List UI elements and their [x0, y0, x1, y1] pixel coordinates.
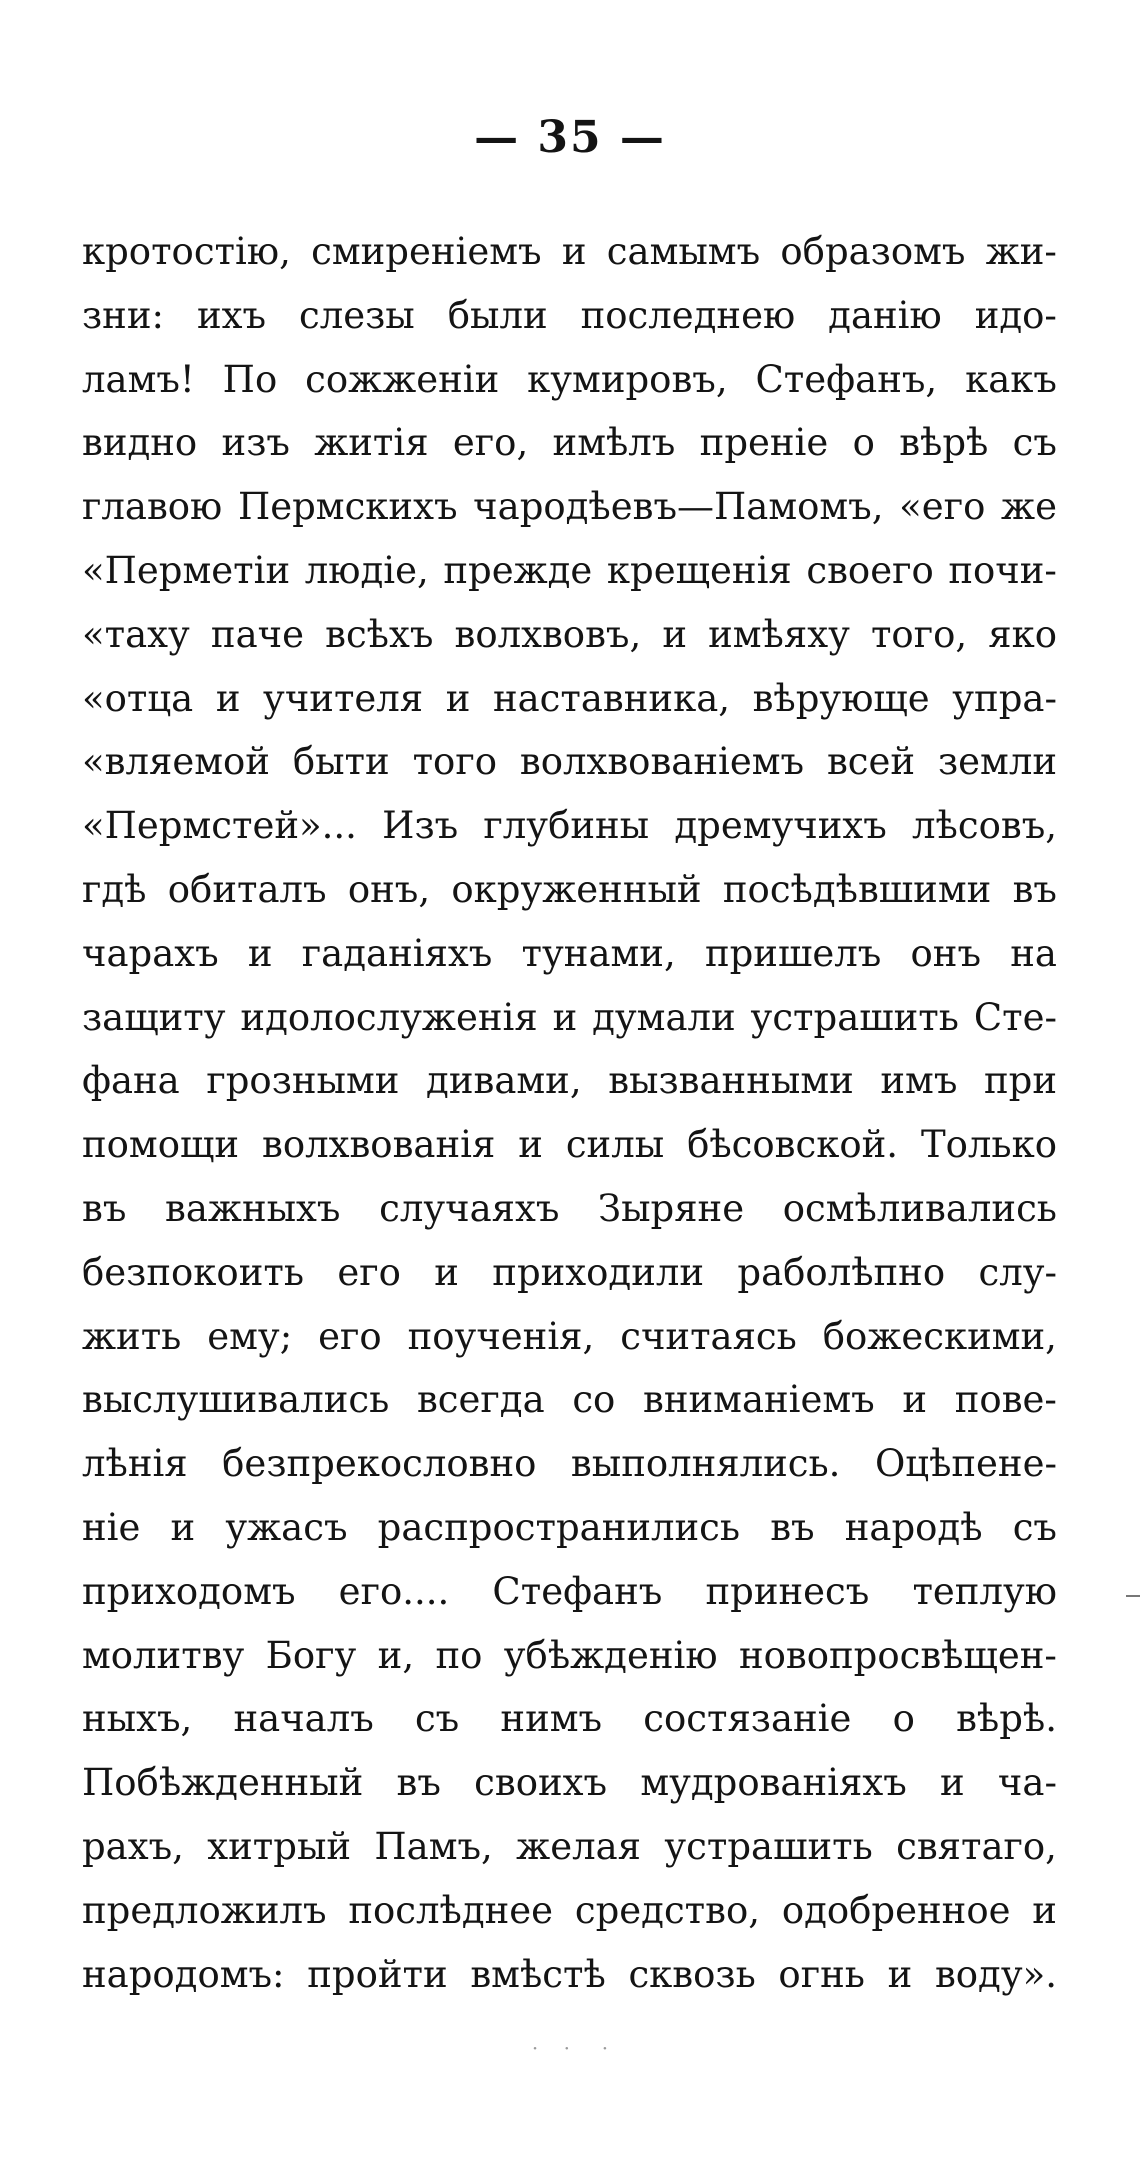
- word: желая: [516, 1824, 642, 1868]
- word: состязаніе: [643, 1697, 852, 1741]
- text-line: [82, 1432, 1057, 1496]
- word: новопросвѣщен-: [738, 1633, 1057, 1677]
- word: и: [887, 1952, 913, 1996]
- text-line: [82, 284, 1057, 348]
- word: ча-: [997, 1761, 1057, 1805]
- word: почи-: [948, 548, 1057, 592]
- word: пове-: [954, 1378, 1057, 1422]
- word: молитву: [82, 1633, 245, 1677]
- word: поученія,: [407, 1314, 595, 1358]
- word: данію: [828, 293, 942, 337]
- word: предложилъ: [82, 1888, 327, 1932]
- word: воду».: [934, 1952, 1057, 1996]
- word: Памъ,: [374, 1824, 493, 1868]
- text-line: [82, 1496, 1057, 1560]
- word: своего: [806, 548, 934, 592]
- word: жить: [82, 1314, 182, 1358]
- word: «отца: [82, 676, 194, 720]
- word: лѣсовъ,: [912, 804, 1057, 848]
- word: приходили: [492, 1250, 705, 1294]
- word: одобренное: [781, 1888, 1011, 1932]
- word: въ: [770, 1505, 815, 1549]
- word: огнь: [778, 1952, 865, 1996]
- word: принесъ: [705, 1569, 870, 1613]
- word: ихъ: [196, 293, 267, 337]
- text-line: [82, 1879, 1057, 1943]
- word: идолослуженія: [240, 995, 538, 1039]
- body-text: [82, 220, 1057, 2006]
- word: послѣднее: [348, 1888, 554, 1932]
- word: зни:: [82, 293, 164, 337]
- text-line: [82, 858, 1057, 922]
- word: же: [1001, 485, 1057, 529]
- word: сквозь: [628, 1952, 756, 1996]
- text-line: [82, 667, 1057, 731]
- word: Стефанъ,: [755, 357, 938, 401]
- word: гаданіяхъ: [301, 931, 493, 975]
- word: Только: [920, 1123, 1057, 1167]
- word: того: [412, 740, 497, 784]
- word: помощи: [82, 1123, 240, 1167]
- text-line: [82, 475, 1057, 539]
- text-line: [82, 986, 1057, 1050]
- word: на: [1010, 931, 1057, 975]
- word: яко: [988, 612, 1057, 656]
- word: хитрый: [207, 1824, 352, 1868]
- word: и: [662, 612, 687, 656]
- word: жи-: [985, 230, 1057, 273]
- word: выслушивались: [82, 1378, 390, 1422]
- word: рахъ,: [82, 1824, 184, 1868]
- word: вѣрующе: [752, 676, 930, 720]
- bottom-marks: · · ·: [531, 2036, 609, 2060]
- word: тунами,: [521, 931, 676, 975]
- word: грозными: [206, 1059, 400, 1103]
- word: осмѣливались: [782, 1186, 1057, 1230]
- word: были: [447, 293, 548, 337]
- word: ламъ!: [82, 357, 195, 401]
- word: кумировъ,: [527, 357, 728, 401]
- word: народомъ:: [82, 1952, 285, 1996]
- text-line: [82, 1177, 1057, 1241]
- word: думали: [592, 995, 736, 1039]
- word: онъ,: [347, 867, 431, 911]
- word: Зыряне: [598, 1186, 745, 1230]
- word: того,: [870, 612, 968, 656]
- word: По: [222, 357, 278, 401]
- word: посѣдѣвшими: [722, 867, 992, 911]
- text-line: [82, 1049, 1057, 1113]
- text-line: [82, 1624, 1057, 1688]
- word: о: [852, 421, 875, 465]
- word: при: [983, 1059, 1057, 1103]
- word: ужасъ: [225, 1505, 348, 1549]
- word: Богу: [265, 1633, 357, 1677]
- word: имѣлъ: [552, 421, 676, 465]
- word: лѣнія: [82, 1442, 188, 1486]
- text-line: [82, 1368, 1057, 1432]
- word: народѣ: [844, 1505, 983, 1549]
- word: вниманіемъ: [643, 1378, 875, 1422]
- word: кротостію,: [82, 230, 291, 273]
- word: его,: [452, 421, 529, 465]
- word: убѣжденію: [503, 1633, 718, 1677]
- word: важныхъ: [165, 1186, 341, 1230]
- word: образомъ: [780, 230, 966, 273]
- word: видно: [82, 421, 198, 465]
- word: фана: [82, 1059, 180, 1103]
- word: и: [445, 676, 471, 720]
- word: бѣсовской.: [687, 1123, 899, 1167]
- text-line: [82, 1943, 1057, 2007]
- text-line: [82, 411, 1057, 475]
- word: устрашить: [664, 1824, 873, 1868]
- word: въ: [1012, 867, 1057, 911]
- margin-mark: [1126, 1595, 1140, 1597]
- word: случаяхъ: [379, 1186, 560, 1230]
- word: и: [902, 1378, 928, 1422]
- word: и: [552, 995, 578, 1039]
- word: Оцѣпене-: [874, 1442, 1057, 1486]
- word: всей: [826, 740, 916, 784]
- word: его: [337, 1250, 401, 1294]
- word: съ: [1012, 421, 1057, 465]
- word: онъ: [910, 931, 981, 975]
- word: слу-: [978, 1250, 1057, 1294]
- text-line: [82, 1751, 1057, 1815]
- word: раболѣпно: [737, 1250, 946, 1294]
- word: съ: [414, 1697, 460, 1741]
- word: приходомъ: [82, 1569, 296, 1613]
- text-line: [82, 539, 1057, 603]
- word: и: [170, 1505, 196, 1549]
- text-line: [82, 348, 1057, 412]
- text-line: [82, 922, 1057, 986]
- word: въ: [82, 1186, 127, 1230]
- word: нимъ: [500, 1697, 603, 1741]
- word: «его: [899, 485, 986, 529]
- word: земли: [937, 740, 1057, 784]
- word: мудрованіяхъ: [640, 1761, 907, 1805]
- word: и: [1032, 1888, 1057, 1932]
- word: началъ: [233, 1697, 374, 1741]
- word: всѣхъ: [325, 612, 434, 656]
- word: средство,: [574, 1888, 761, 1932]
- word: слезы: [298, 293, 415, 337]
- word: сожженіи: [305, 357, 500, 401]
- word: безпрекословно: [222, 1442, 537, 1486]
- word: волхвованіемъ: [519, 740, 805, 784]
- word: о: [892, 1697, 915, 1741]
- word: житія: [314, 421, 429, 465]
- word: всегда: [416, 1378, 545, 1422]
- text-line: [82, 1241, 1057, 1305]
- word: и: [518, 1123, 543, 1167]
- word: смиреніемъ: [311, 230, 542, 273]
- word: Стефанъ: [492, 1569, 663, 1613]
- word: вызванными: [608, 1059, 854, 1103]
- text-line: [82, 1113, 1057, 1177]
- word: прежде: [443, 548, 593, 592]
- word: «вляемой: [82, 740, 270, 784]
- word: чарахъ: [82, 931, 219, 975]
- word: «Пермстей»...: [82, 804, 357, 848]
- word: идо-: [974, 293, 1057, 337]
- word: изъ: [221, 421, 290, 465]
- word: его....: [338, 1569, 450, 1613]
- word: вѣрѣ: [899, 421, 989, 465]
- word: устрашить: [750, 995, 959, 1039]
- word: имъ: [880, 1059, 958, 1103]
- word: обиталъ: [167, 867, 327, 911]
- word: крещенія: [606, 548, 792, 592]
- word: дремучихъ: [674, 804, 887, 848]
- page-number: — 35 —: [474, 112, 666, 163]
- word: съ: [1012, 1505, 1057, 1549]
- word: вѣрѣ.: [956, 1697, 1057, 1741]
- text-line: [82, 1560, 1057, 1624]
- word: со: [572, 1378, 616, 1422]
- word: преніе: [699, 421, 829, 465]
- word: и,: [377, 1633, 415, 1677]
- word: выполнялись.: [570, 1442, 841, 1486]
- word: чародѣевъ—Памомъ,: [473, 485, 884, 529]
- word: по: [435, 1633, 483, 1677]
- word: какъ: [965, 357, 1057, 401]
- word: его: [318, 1314, 382, 1358]
- word: и: [561, 230, 587, 273]
- word: самымъ: [606, 230, 761, 273]
- text-line: [82, 1687, 1057, 1751]
- word: глубины: [483, 804, 650, 848]
- text-line: [82, 730, 1057, 794]
- word: пройти: [307, 1952, 448, 1996]
- word: упра-: [952, 676, 1057, 720]
- word: и: [434, 1250, 459, 1294]
- word: гдѣ: [82, 867, 147, 911]
- word: волхвованія: [261, 1123, 496, 1167]
- word: окруженный: [451, 867, 702, 911]
- word: учителя: [263, 676, 424, 720]
- word: «Перметіи: [82, 548, 291, 592]
- word: ныхъ,: [82, 1697, 193, 1741]
- word: имѣяху: [708, 612, 850, 656]
- word: силы: [565, 1123, 665, 1167]
- word: божескими,: [822, 1314, 1057, 1358]
- word: наставника,: [492, 676, 731, 720]
- word: вмѣстѣ: [470, 1952, 606, 1996]
- word: Пермскихъ: [237, 485, 458, 529]
- word: волхвовъ,: [454, 612, 642, 656]
- word: последнею: [580, 293, 796, 337]
- word: дивами,: [426, 1059, 582, 1103]
- word: быти: [292, 740, 390, 784]
- word: защиту: [82, 995, 226, 1039]
- word: теплую: [912, 1569, 1057, 1613]
- text-line: [82, 1815, 1057, 1879]
- word: главою: [82, 485, 223, 529]
- word: святаго,: [896, 1824, 1057, 1868]
- word: людіе,: [304, 548, 429, 592]
- word: «таху: [82, 612, 190, 656]
- text-line: [82, 603, 1057, 667]
- word: пришелъ: [704, 931, 882, 975]
- word: Сте-: [973, 995, 1057, 1039]
- word: паче: [210, 612, 304, 656]
- text-line: [82, 1305, 1057, 1369]
- word: и: [940, 1761, 965, 1805]
- word: распространились: [377, 1505, 741, 1549]
- word: въ: [396, 1761, 441, 1805]
- word: Изъ: [382, 804, 459, 848]
- text-line: [82, 220, 1057, 284]
- word: своихъ: [474, 1761, 608, 1805]
- word: ніе: [82, 1505, 141, 1549]
- text-line: [82, 794, 1057, 858]
- word: безпокоить: [82, 1250, 304, 1294]
- word: и: [247, 931, 273, 975]
- word: и: [215, 676, 241, 720]
- word: Побѣжденный: [82, 1761, 364, 1805]
- word: ему;: [207, 1314, 293, 1358]
- word: считаясь: [620, 1314, 797, 1358]
